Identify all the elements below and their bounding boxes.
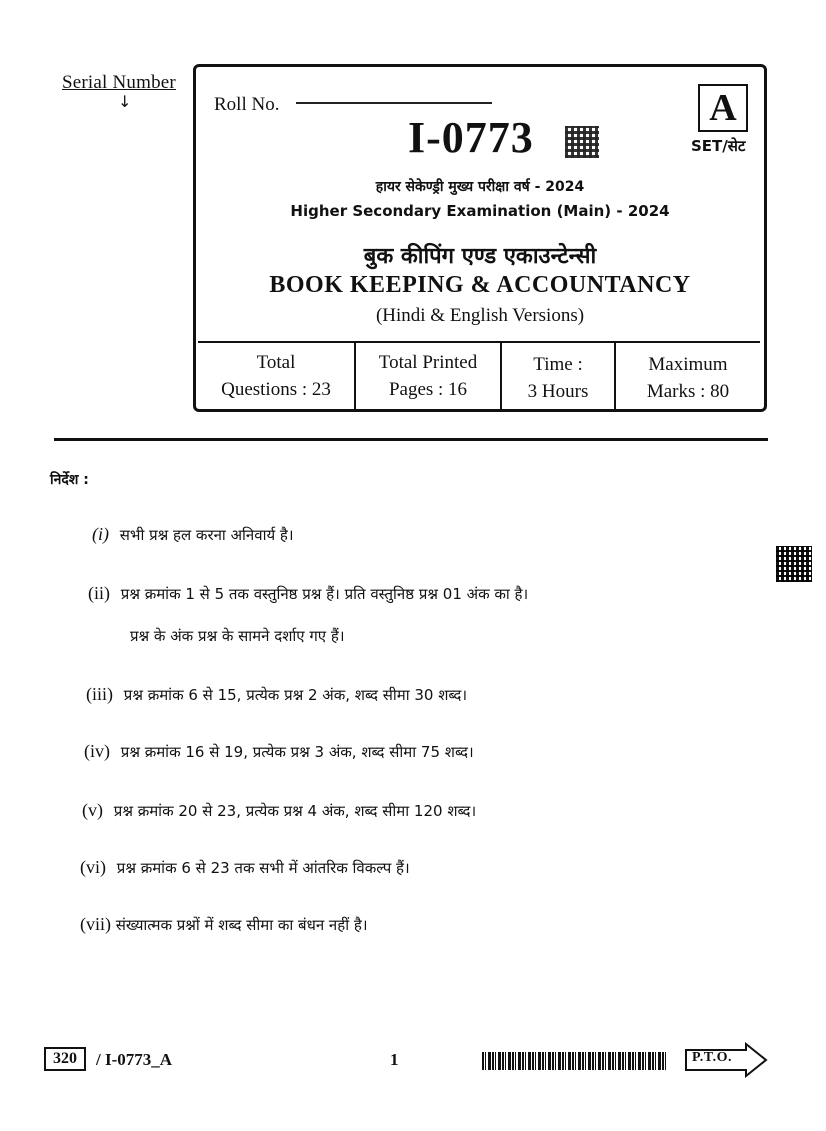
total-questions-cell — [198, 343, 356, 409]
instruction-item — [80, 857, 410, 878]
total-questions-label: Total — [256, 352, 296, 373]
subject-title-english: BOOK KEEPING & ACCOUNTANCY — [269, 272, 691, 298]
divider — [54, 438, 768, 441]
footer-paper-ref: / I-0773_A — [96, 1050, 173, 1069]
set-letter-box: A — [698, 84, 748, 132]
instruction-number: (vi) — [80, 857, 106, 877]
instruction-text: सभी प्रश्न हल करना अनिवार्य है। — [119, 526, 294, 544]
paper-code: I-0773 — [408, 113, 534, 162]
max-marks-label: Maximum — [648, 354, 728, 375]
instruction-item — [82, 800, 476, 821]
time-value: 3 Hours — [527, 381, 589, 402]
roll-no-field — [296, 102, 492, 104]
instruction-number: (vii) — [80, 914, 111, 934]
exam-info-grid — [198, 341, 760, 409]
exam-title-english: Higher Secondary Examination (Main) - 2024 — [290, 202, 670, 220]
instruction-text: प्रश्न क्रमांक 1 से 5 तक वस्तुनिष्ठ प्रश्न हैं। प्रति वस्तुनिष्ठ प्रश्न 01 अंक का है। — [120, 585, 529, 603]
instruction-number: (iv) — [84, 741, 110, 761]
roll-no-label: Roll No. — [214, 94, 280, 115]
instruction-text: प्रश्न क्रमांक 20 से 23, प्रत्येक प्रश्न 4 अंक, शब्द सीमा 120 शब्द। — [113, 802, 477, 820]
max-marks-cell — [616, 343, 760, 409]
instruction-text: प्रश्न क्रमांक 6 से 23 तक सभी में आंतरिक विकल्प हैं। — [116, 859, 410, 877]
down-arrow-icon: ↓ — [118, 92, 132, 111]
qr-code-icon — [776, 546, 812, 582]
instruction-item — [92, 524, 294, 545]
page-number: 1 — [390, 1050, 399, 1069]
time-label: Time : — [533, 354, 583, 375]
instruction-item — [88, 583, 528, 604]
total-questions-value: Questions : 23 — [221, 379, 331, 400]
instruction-number: (i) — [92, 524, 109, 544]
max-marks-value: Marks : 80 — [646, 381, 730, 402]
instruction-item — [86, 684, 467, 705]
instruction-text: संख्यात्मक प्रश्नों में शब्द सीमा का बंधन नहीं है। — [115, 916, 368, 934]
instruction-number: (ii) — [88, 583, 110, 603]
total-pages-value: Pages : 16 — [388, 379, 468, 400]
instruction-text-continued: प्रश्न के अंक प्रश्न के सामने दर्शाए गए हैं। — [130, 627, 345, 645]
instruction-number: (iii) — [86, 684, 113, 704]
instruction-item — [80, 914, 368, 935]
exam-title-hindi: हायर सेकेण्ड्री मुख्य परीक्षा वर्ष - 2024 — [375, 179, 585, 195]
instruction-number: (v) — [82, 800, 103, 820]
subject-title-hindi: बुक कीपिंग एण्ड एकाउन्टेन्सी — [363, 244, 597, 269]
page-code-box: 320 — [44, 1047, 86, 1071]
instructions-heading: निर्देश : — [50, 472, 89, 488]
set-label: SET/सेट — [691, 137, 746, 155]
barcode-icon — [482, 1052, 668, 1070]
total-pages-label: Total Printed — [378, 352, 478, 373]
instruction-item — [84, 741, 474, 762]
instruction-text: प्रश्न क्रमांक 16 से 19, प्रत्येक प्रश्न 3 अंक, शब्द सीमा 75 शब्द। — [120, 743, 474, 761]
time-cell — [502, 343, 616, 409]
total-pages-cell — [356, 343, 502, 409]
instruction-text: प्रश्न क्रमांक 6 से 15, प्रत्येक प्रश्न 2 अंक, शब्द सीमा 30 शब्द। — [123, 686, 468, 704]
small-qr-code-icon — [565, 126, 599, 158]
pto-label: P.T.O. — [692, 1050, 732, 1065]
serial-number-label: Serial Number — [62, 72, 176, 93]
versions-note: (Hindi & English Versions) — [375, 305, 585, 326]
